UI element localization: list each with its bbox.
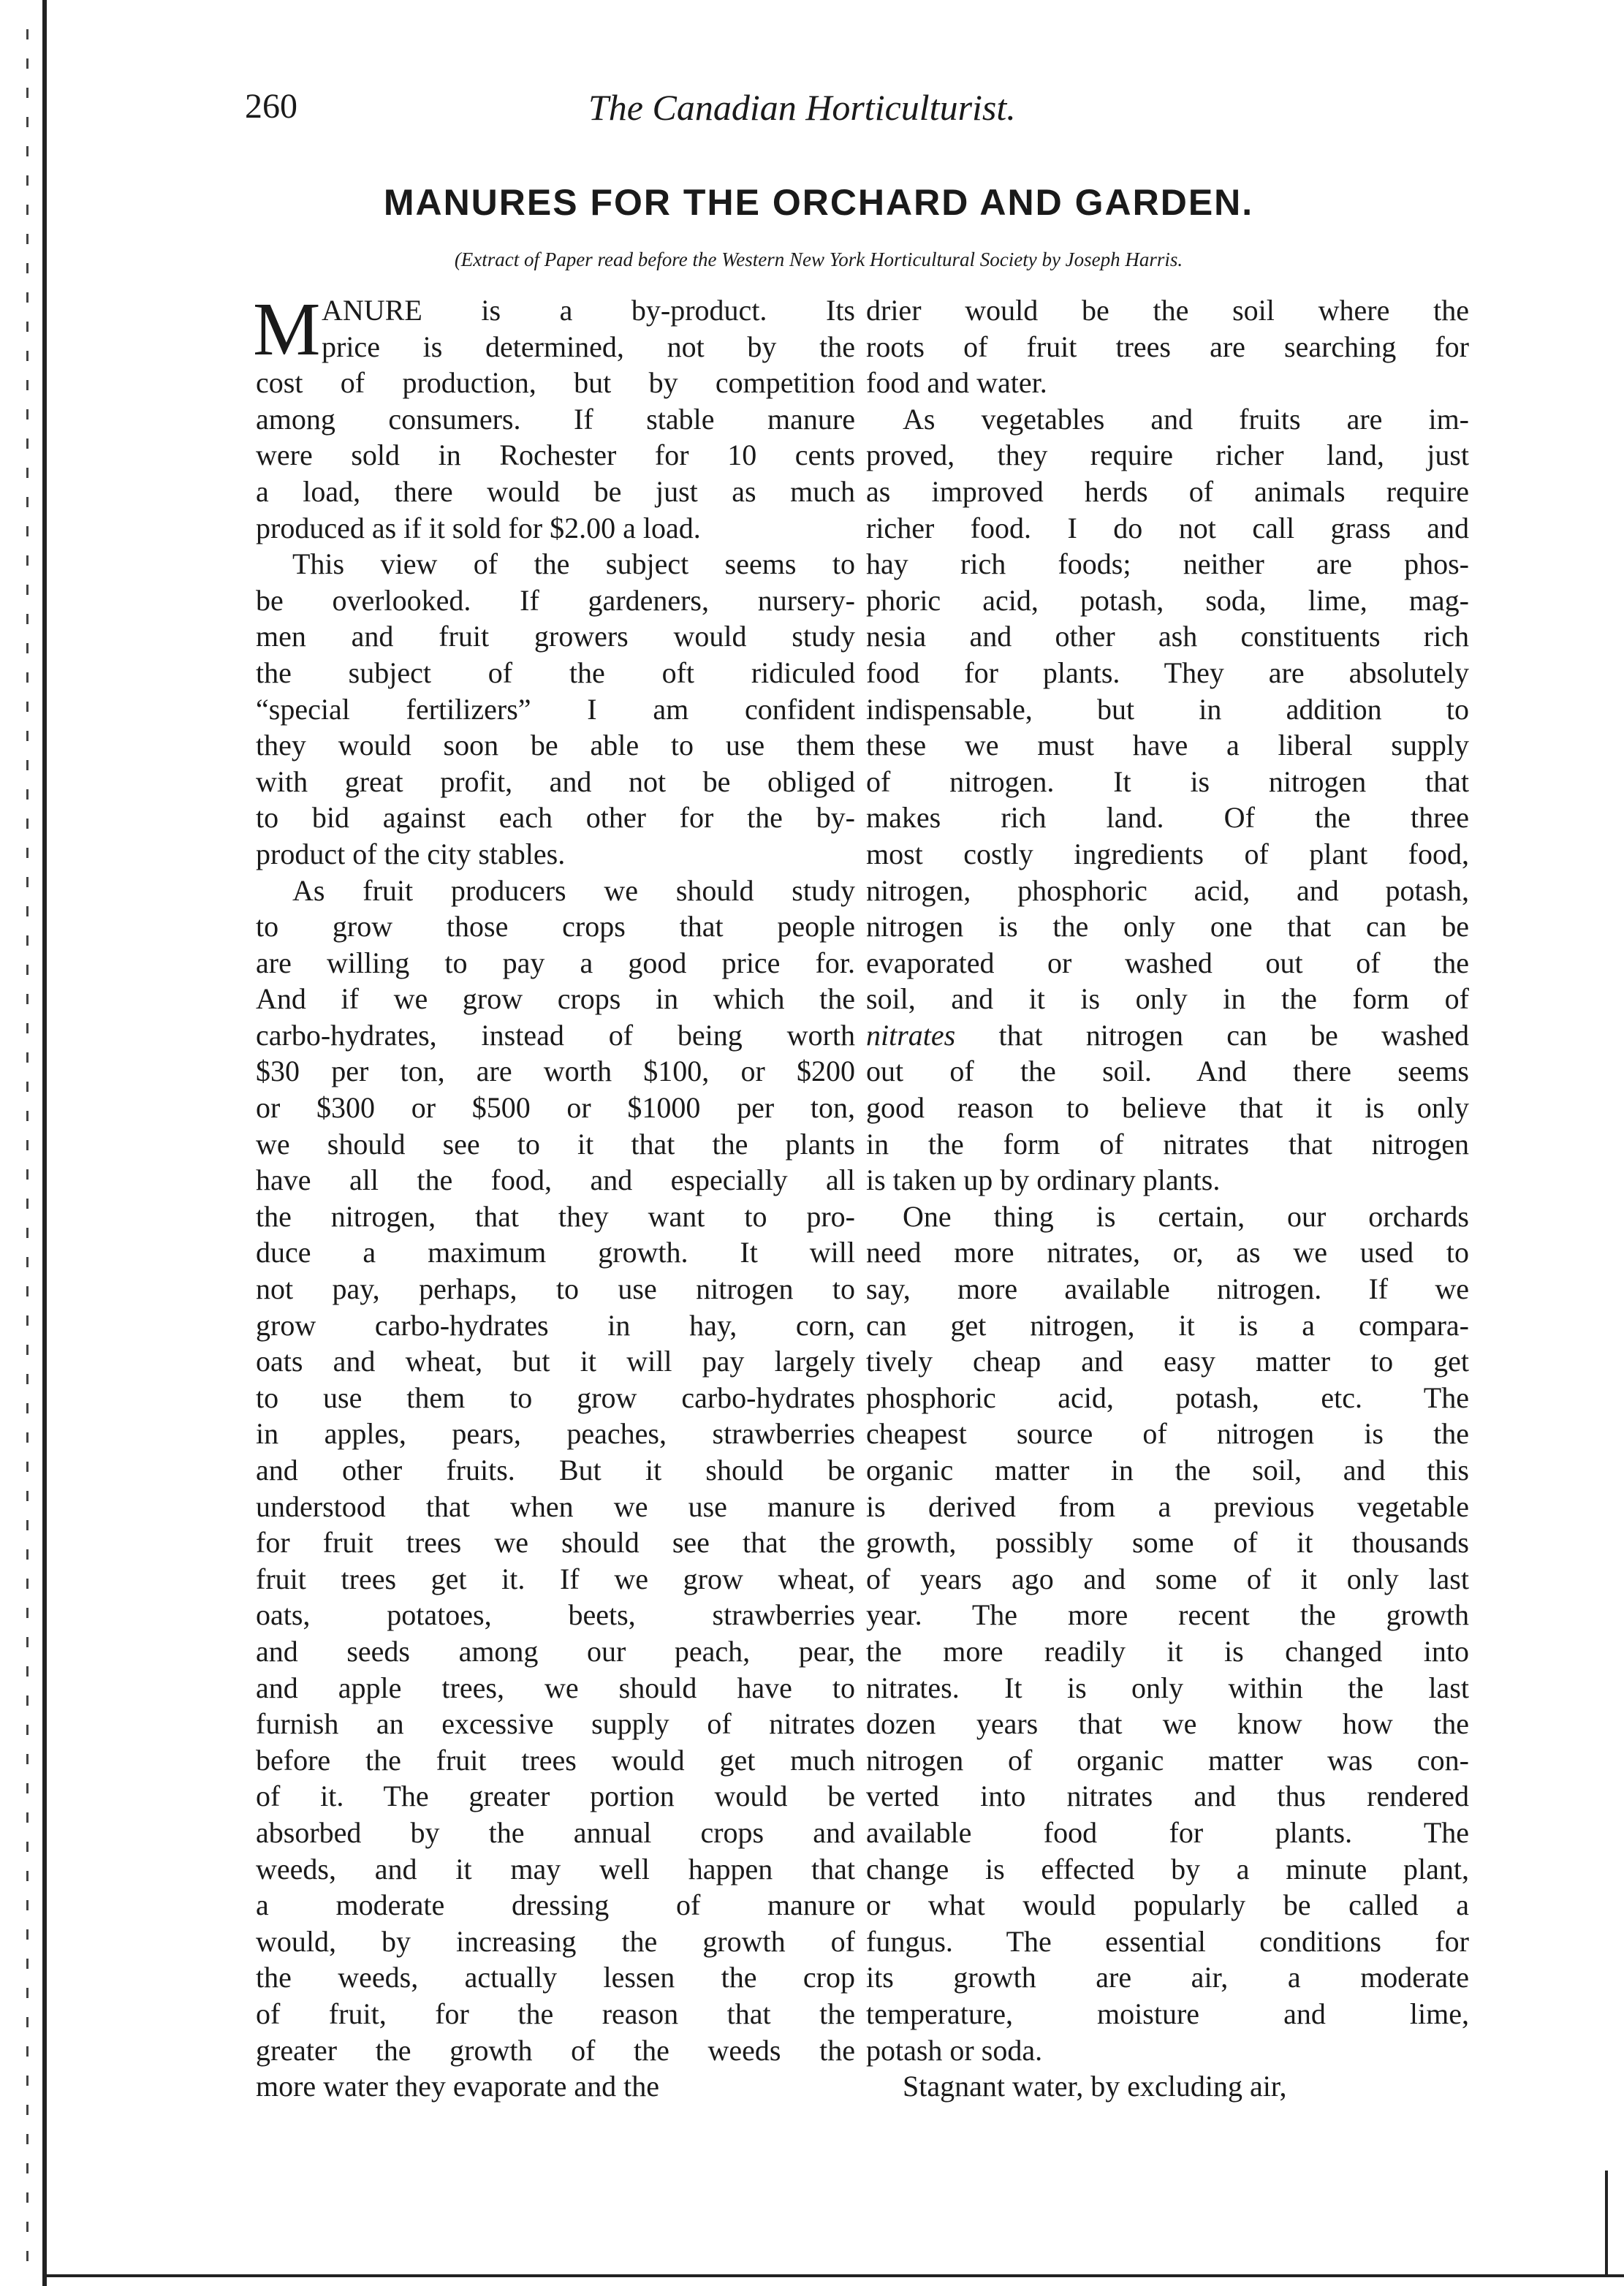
article-subtitle: (Extract of Paper read before the Western New York Horticultural Society by Joseph Harris. — [454, 248, 1183, 270]
text-line: we should see to it that the plants — [256, 1127, 855, 1161]
text-line: they would soon be able to use them — [256, 729, 855, 762]
text-line: food and water. — [866, 366, 1047, 400]
text-line: be overlooked. If gardeners, nursery- — [256, 583, 855, 617]
text-line: these we must have a liberal supply — [866, 729, 1469, 762]
text-line: product of the city stables. — [256, 837, 566, 870]
text-line: dozen years that we know how the — [866, 1707, 1469, 1741]
text-line: oats and wheat, but it will pay largely — [256, 1345, 855, 1378]
text-line: cost of production, but by competition — [256, 366, 855, 400]
text-line: As vegetables and fruits are im- — [903, 402, 1469, 436]
text-line: were sold in Rochester for 10 cents — [256, 438, 855, 472]
text-line: to use them to grow carbo-hydrates — [256, 1381, 855, 1414]
text-line: drier would be the soil where the — [866, 294, 1469, 327]
text-line: proved, they require richer land, just — [866, 438, 1469, 472]
running-title: The Canadian Horticulturist. — [588, 87, 1016, 128]
text-line: and seeds among our peach, pear, — [256, 1634, 855, 1668]
text-line: of nitrogen. It is nitrogen that — [866, 764, 1469, 798]
text-line: price is determined, not by the — [322, 330, 855, 363]
text-line: are willing to pay a good price for. — [256, 946, 855, 979]
text-line: need more nitrates, or, as we used to — [866, 1236, 1469, 1269]
text-line: and other fruits. But it should be — [256, 1454, 855, 1486]
text-line: hay rich foods; neither are phos- — [866, 547, 1469, 581]
text-line: carbo-hydrates, instead of being worth — [256, 1018, 855, 1052]
text-line: indispensable, but in addition to — [866, 692, 1469, 726]
text-line: organic matter in the soil, and this — [866, 1454, 1469, 1486]
text-line: the nitrogen, that they want to pro- — [256, 1199, 855, 1233]
text-line: One thing is certain, our orchards — [903, 1199, 1469, 1233]
text-line: good reason to believe that it is only — [866, 1091, 1469, 1125]
text-line: of fruit, for the reason that the — [256, 1997, 855, 2030]
text-line: duce a maximum growth. It will — [256, 1236, 855, 1269]
page-bottom-edge — [42, 2274, 1624, 2277]
text-line: nitrogen is the only one that can be — [866, 910, 1469, 943]
text-line: as improved herds of animals require — [866, 474, 1469, 508]
text-line: temperature, moisture and lime, — [866, 1997, 1469, 2030]
text-line: fungus. The essential conditions for — [866, 1924, 1469, 1958]
text-line: the more readily it is changed into — [866, 1634, 1469, 1668]
text-line: and apple trees, we should have to — [256, 1671, 855, 1704]
text-line: nitrogen of organic matter was con- — [866, 1743, 1469, 1777]
text-line: makes rich land. Of the three — [866, 801, 1469, 835]
drop-cap: M — [253, 287, 321, 371]
text-line: its growth are air, a moderate — [866, 1961, 1469, 1994]
text-line: nitrates. It is only within the last — [866, 1671, 1469, 1704]
text-line: or what would popularly be called a — [866, 1888, 1469, 1922]
page-number: 260 — [245, 87, 297, 126]
right-column — [866, 292, 1469, 2105]
text-line: This view of the subject seems to — [292, 547, 855, 581]
text-line: among consumers. If stable manure — [256, 402, 855, 436]
text-line: evaporated or washed out of the — [866, 946, 1469, 979]
left-column — [253, 287, 855, 2105]
text-line: or $300 or $500 or $1000 per ton, — [256, 1091, 855, 1125]
text-line: phosphoric acid, potash, etc. The — [866, 1381, 1469, 1414]
text-line: nitrogen, phosphoric acid, and potash, — [866, 873, 1469, 907]
text-line: of years ago and some of it only last — [866, 1562, 1469, 1595]
text-line: phoric acid, potash, soda, lime, mag- — [866, 583, 1469, 617]
text-line: can get nitrogen, it is a compara- — [866, 1308, 1469, 1342]
text-line: would, by increasing the growth of — [256, 1924, 855, 1958]
text-line: the weeds, actually lessen the crop — [256, 1961, 855, 1994]
text-line: And if we grow crops in which the — [256, 982, 855, 1016]
text-line: in apples, pears, peaches, strawberries — [256, 1417, 855, 1451]
text-line: understood that when we use manure — [256, 1489, 855, 1523]
text-line: for fruit trees we should see that the — [256, 1526, 855, 1560]
binding-edge — [42, 0, 47, 2286]
text-line: roots of fruit trees are searching for — [866, 330, 1469, 363]
text-line: Stagnant water, by excluding air, — [903, 2070, 1287, 2103]
text-line: with great profit, and not be obliged — [256, 764, 855, 798]
page-right-edge — [1605, 2171, 1608, 2277]
emphasized-word: nitrates — [866, 1018, 956, 1052]
text-line: change is effected by a minute plant, — [866, 1852, 1469, 1886]
text-line: weeds, and it may well happen that — [256, 1852, 855, 1886]
text-line: is derived from a previous vegetable — [866, 1489, 1469, 1523]
text-line: cheapest source of nitrogen is the — [866, 1417, 1469, 1451]
text-line: furnish an excessive supply of nitrates — [256, 1707, 855, 1741]
text-line: a load, there would be just as much — [256, 474, 855, 508]
page-header — [245, 86, 1487, 152]
text-line: greater the growth of the weeds the — [256, 2033, 855, 2067]
text-line: oats, potatoes, beets, strawberries — [256, 1598, 855, 1632]
text-line: nesia and other ash constituents rich — [866, 620, 1469, 653]
text-line: is taken up by ordinary plants. — [866, 1163, 1221, 1197]
text-line: to bid against each other for the by- — [256, 801, 855, 835]
text-line: in the form of nitrates that nitrogen — [866, 1127, 1469, 1161]
text-line: As fruit producers we should study — [292, 873, 855, 907]
binding-shadow — [26, 29, 29, 2266]
article-title: MANURES FOR THE ORCHARD AND GARDEN. — [383, 182, 1254, 223]
text-line: verted into nitrates and thus rendered — [866, 1780, 1469, 1813]
text-line: soil, and it is only in the form of — [866, 982, 1469, 1016]
text-line: fruit trees get it. If we grow wheat, — [256, 1562, 855, 1595]
text-line: ANURE is a by-product. Its — [322, 294, 855, 327]
text-line: out of the soil. And there seems — [866, 1055, 1469, 1088]
text-line: richer food. I do not call grass and — [866, 511, 1469, 544]
text-line: food for plants. They are absolutely — [866, 656, 1469, 689]
text-line: potash or soda. — [866, 2033, 1043, 2067]
text-line: before the fruit trees would get much — [256, 1743, 855, 1777]
text-line: men and fruit growers would study — [256, 620, 855, 653]
text-line: say, more available nitrogen. If we — [866, 1272, 1469, 1306]
text-line: the subject of the oft ridiculed — [256, 656, 855, 689]
text-line: “special fertilizers” I am confident — [256, 692, 855, 726]
text-line: have all the food, and especially all — [256, 1163, 855, 1197]
text-line: $30 per ton, are worth $100, or $200 — [256, 1055, 855, 1088]
text-line: produced as if it sold for $2.00 a load. — [256, 511, 701, 544]
text-line: not pay, perhaps, to use nitrogen to — [256, 1272, 855, 1306]
text-line: most costly ingredients of plant food, — [866, 837, 1469, 870]
text-line: year. The more recent the growth — [866, 1598, 1469, 1632]
text-line: available food for plants. The — [866, 1815, 1469, 1849]
text-line: growth, possibly some of it thousands — [866, 1526, 1469, 1560]
text-line: a moderate dressing of manure — [256, 1888, 855, 1922]
text-line: nitrates that nitrogen can be washed — [866, 1018, 1469, 1052]
text-line: grow carbo-hydrates in hay, corn, — [256, 1308, 855, 1342]
text-line: of it. The greater portion would be — [256, 1780, 855, 1813]
text-line: more water they evaporate and the — [256, 2070, 659, 2103]
text-line: absorbed by the annual crops and — [256, 1815, 855, 1849]
text-line: tively cheap and easy matter to get — [866, 1345, 1469, 1378]
text-line: to grow those crops that people — [256, 910, 855, 943]
